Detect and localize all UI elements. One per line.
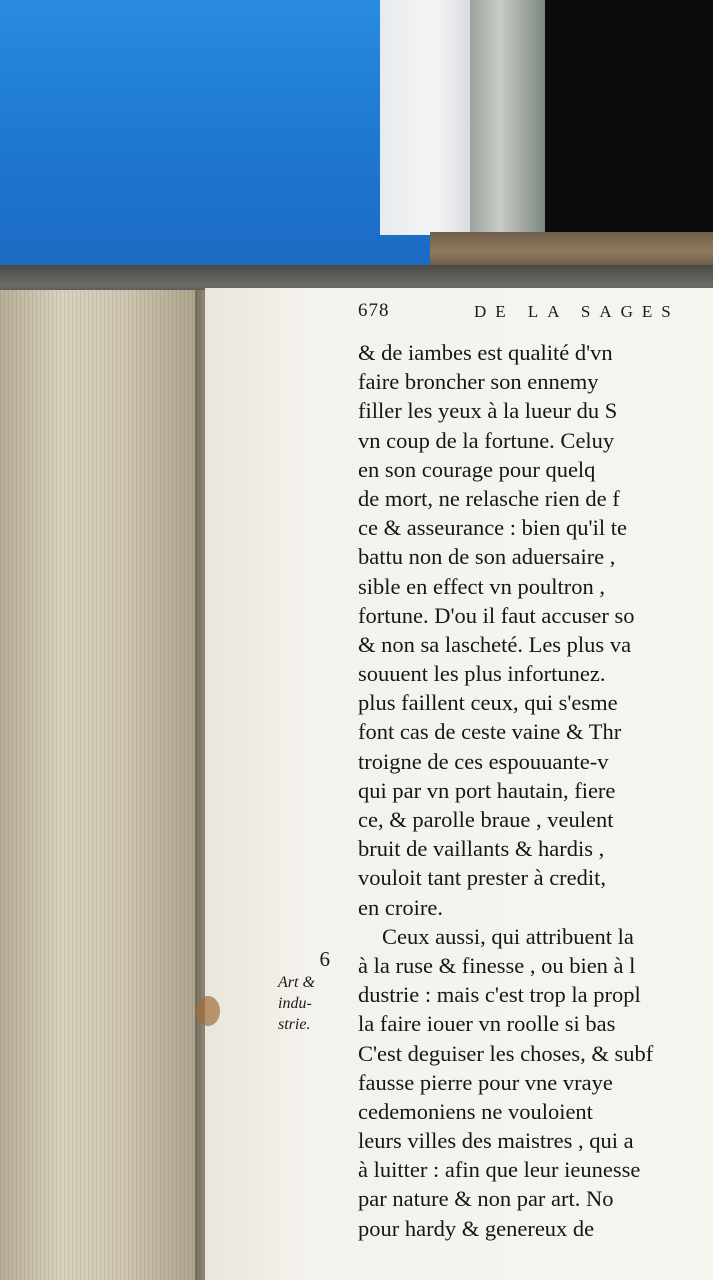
- text-line: C'est deguiser les choses, & subf: [358, 1040, 654, 1066]
- running-head: DE LA SAGES: [474, 302, 680, 321]
- text-line: Ceux aussi, qui attribuent la: [382, 923, 634, 949]
- text-line: filler les yeux à la lueur du S: [358, 398, 618, 424]
- body-text: [358, 338, 713, 1243]
- text-line: cedemoniens ne vouloient: [358, 1098, 593, 1124]
- card-edge-background: [470, 0, 545, 235]
- text-line: sible en effect vn poultron ,: [358, 573, 606, 599]
- text-line: la faire iouer vn roolle si bas: [358, 1011, 616, 1037]
- text-line: faire broncher son ennemy: [358, 369, 599, 395]
- text-line: dustrie : mais c'est trop la propl: [358, 982, 641, 1008]
- margin-note-number: 6: [319, 947, 330, 971]
- text-line: à la ruse & finesse , ou bien à l: [358, 952, 636, 978]
- page-stain: [196, 996, 220, 1026]
- text-line: qui par vn port hautain, fiere: [358, 777, 616, 803]
- text-line: fortune. D'ou il faut accuser so: [358, 602, 635, 628]
- white-card-background: [380, 0, 475, 235]
- text-line: bruit de vaillants & hardis ,: [358, 836, 605, 862]
- text-line: pour hardy & genereux de: [358, 1215, 595, 1241]
- text-line: par nature & non par art. No: [358, 1186, 614, 1212]
- text-line: vn coup de la fortune. Celuy: [358, 427, 615, 453]
- page-number: 678: [358, 300, 390, 321]
- text-line: en croire.: [358, 894, 443, 920]
- margin-note-line: indu-: [278, 995, 312, 1012]
- text-line: & non sa lascheté. Les plus va: [358, 631, 632, 657]
- text-line: font cas de ceste vaine & Thr: [358, 719, 622, 745]
- text-line: à luitter : afin que leur ieunesse: [358, 1157, 641, 1183]
- text-line: en son courage pour quelq: [358, 456, 596, 482]
- margin-note: [278, 946, 358, 1035]
- text-line: ce & asseurance : bien qu'il te: [358, 515, 627, 541]
- text-line: ce, & parolle braue , veulent: [358, 807, 614, 832]
- text-line: fausse pierre pour vne vraye: [358, 1069, 613, 1095]
- text-line: leurs villes des maistres , qui a: [358, 1128, 634, 1154]
- text-line: troigne de ces espouuante-v: [358, 748, 609, 774]
- text-line: vouloit tant prester à credit,: [358, 865, 607, 891]
- page-header: [358, 300, 713, 322]
- blue-cloth-background: [0, 0, 440, 300]
- margin-note-line: Art &: [278, 974, 315, 991]
- dark-background: [545, 0, 713, 240]
- text-line: plus faillent ceux, qui s'esme: [358, 690, 618, 716]
- text-line: battu non de son aduersaire ,: [358, 544, 616, 570]
- text-line: & de iambes est qualité d'vn: [358, 340, 613, 365]
- margin-note-line: strie.: [278, 1016, 311, 1033]
- book-fore-edge: [0, 290, 205, 1280]
- text-line: souuent les plus infortunez.: [358, 661, 606, 687]
- text-line: de mort, ne relasche rien de f: [358, 485, 620, 511]
